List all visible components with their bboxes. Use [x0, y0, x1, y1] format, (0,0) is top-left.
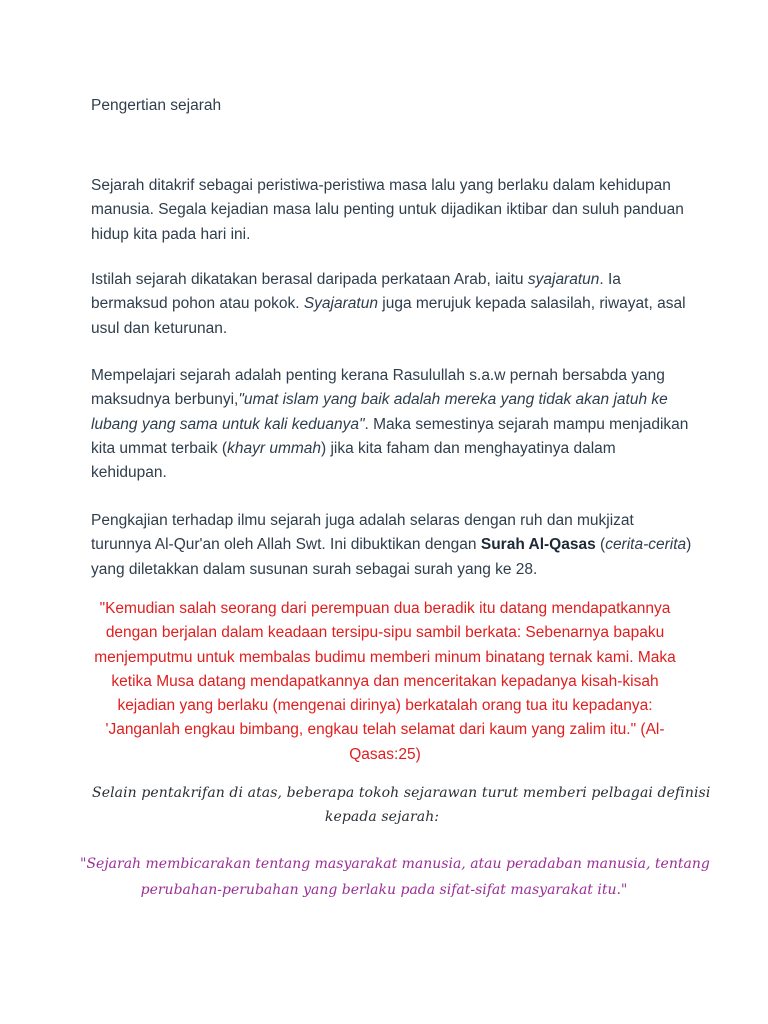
p3-line-4 [91, 437, 691, 461]
italic-term-cerita: cerita-cerita [605, 536, 687, 554]
title-text: Pengertian sejarah [91, 97, 222, 114]
bold-surah-name: Surah Al-Qasas [480, 536, 596, 554]
quran-quote-red [90, 597, 680, 767]
p3-l3-tail: . Maka semestinya sejarah mampu menjadikan [364, 415, 689, 433]
p4-line-2 [91, 533, 691, 557]
hadith-quote-part-1: "umat islam yang baik adalah mereka yang tidak akan jatuh ke [238, 391, 668, 409]
purple-line-1: "Sejarah membicarakan tentang masyarakat manusia, atau peradaban manusia, tentang [80, 856, 710, 872]
purple-line-2: perubahan-perubahan yang berlaku pada sifat-sifat masyarakat itu." [140, 882, 628, 898]
serif-line-2: kepada sejarah: [324, 809, 440, 825]
p3-l4-text: kita ummat terbaik ( [91, 439, 228, 457]
p3-line-2 [91, 388, 691, 412]
paragraph-hadith [91, 364, 691, 485]
hadith-quote-part-2: lubang yang sama untuk kali keduanya" [91, 415, 365, 433]
red-line-4: ketika Musa datang mendapatkannya dan menceritakan kepadanya kisah-kisah [111, 672, 659, 690]
definition-quote-purple [80, 851, 710, 903]
serif-line-1: Selain pentakrifan di atas, beberapa tokoh sejarawan turut memberi pelbagai definisi [92, 785, 711, 801]
p3-l4-tail: ) jika kita faham dan menghayatinya dalam [321, 439, 616, 457]
paragraph-definitions-intro [92, 781, 711, 829]
p2-line-3: usul dan keturunan. [91, 319, 228, 337]
paragraph-definition [91, 174, 691, 247]
paragraph-quran [91, 509, 691, 582]
p3-line-1: Mempelajari sejarah adalah penting kerana Rasulullah s.a.w pernah bersabda yang [91, 367, 665, 384]
p1-line-2: manusia. Segala kejadian masa lalu penting untuk dijadikan iktibar dan suluh panduan [91, 201, 684, 219]
paragraph-etymology [91, 268, 691, 341]
red-line-1: "Kemudian salah seorang dari perempuan dua beradik itu datang mendapatkannya [99, 600, 671, 617]
p2-line-1 [91, 268, 691, 292]
page-title [91, 94, 691, 118]
p3-line-3 [91, 413, 691, 437]
p4-line-1: Pengkajian terhadap ilmu sejarah juga adalah selaras dengan ruh dan mukjizat [91, 512, 634, 529]
red-line-6: 'Janganlah engkau bimbang, engkau telah selamat dari kaum yang zalim itu." (Al- [105, 721, 665, 739]
p4-l2-paren-close: ) [686, 536, 692, 554]
italic-term-syajaratun-2: Syajaratun [303, 295, 378, 313]
p4-l2-text: turunnya Al-Qur'an oleh Allah Swt. Ini dibuktikan dengan [91, 536, 481, 554]
p4-l2-paren-open: ( [595, 536, 606, 554]
red-line-7: Qasas:25) [349, 745, 421, 763]
red-line-2: dengan berjalan dalam keadaan tersipu-sipu sambil berkata: Sebenarnya bapaku [105, 624, 665, 642]
red-line-3: menjemputmu untuk membalas budimu memberi minum binatang ternak kami. Maka [94, 648, 676, 666]
italic-term-khayr-ummah: khayr ummah [227, 439, 322, 457]
p1-line-1: Sejarah ditakrif sebagai peristiwa-peristiwa masa lalu yang berlaku dalam kehidupan [91, 177, 671, 194]
p2-l1-tail: . Ia [599, 271, 621, 288]
p3-line-5: kehidupan. [91, 464, 167, 482]
italic-term-syajaratun: syajaratun [527, 271, 600, 288]
p4-line-3: yang diletakkan dalam susunan surah sebagai surah yang ke 28. [91, 560, 538, 578]
p3-l2-text: maksudnya berbunyi, [91, 391, 239, 409]
p1-line-3: hidup kita pada hari ini. [91, 225, 251, 243]
p2-l1-text: Istilah sejarah dikatakan berasal daripada perkataan Arab, iaitu [91, 271, 528, 288]
p2-l2-tail: juga merujuk kepada salasilah, riwayat, asal [377, 295, 686, 313]
red-line-5: kejadian yang berlaku (mengenai dirinya) berkatalah orang tua itu kepadanya: [117, 697, 653, 715]
p2-l2-text: bermaksud pohon atau pokok. [91, 295, 304, 313]
p2-line-2 [91, 292, 691, 316]
